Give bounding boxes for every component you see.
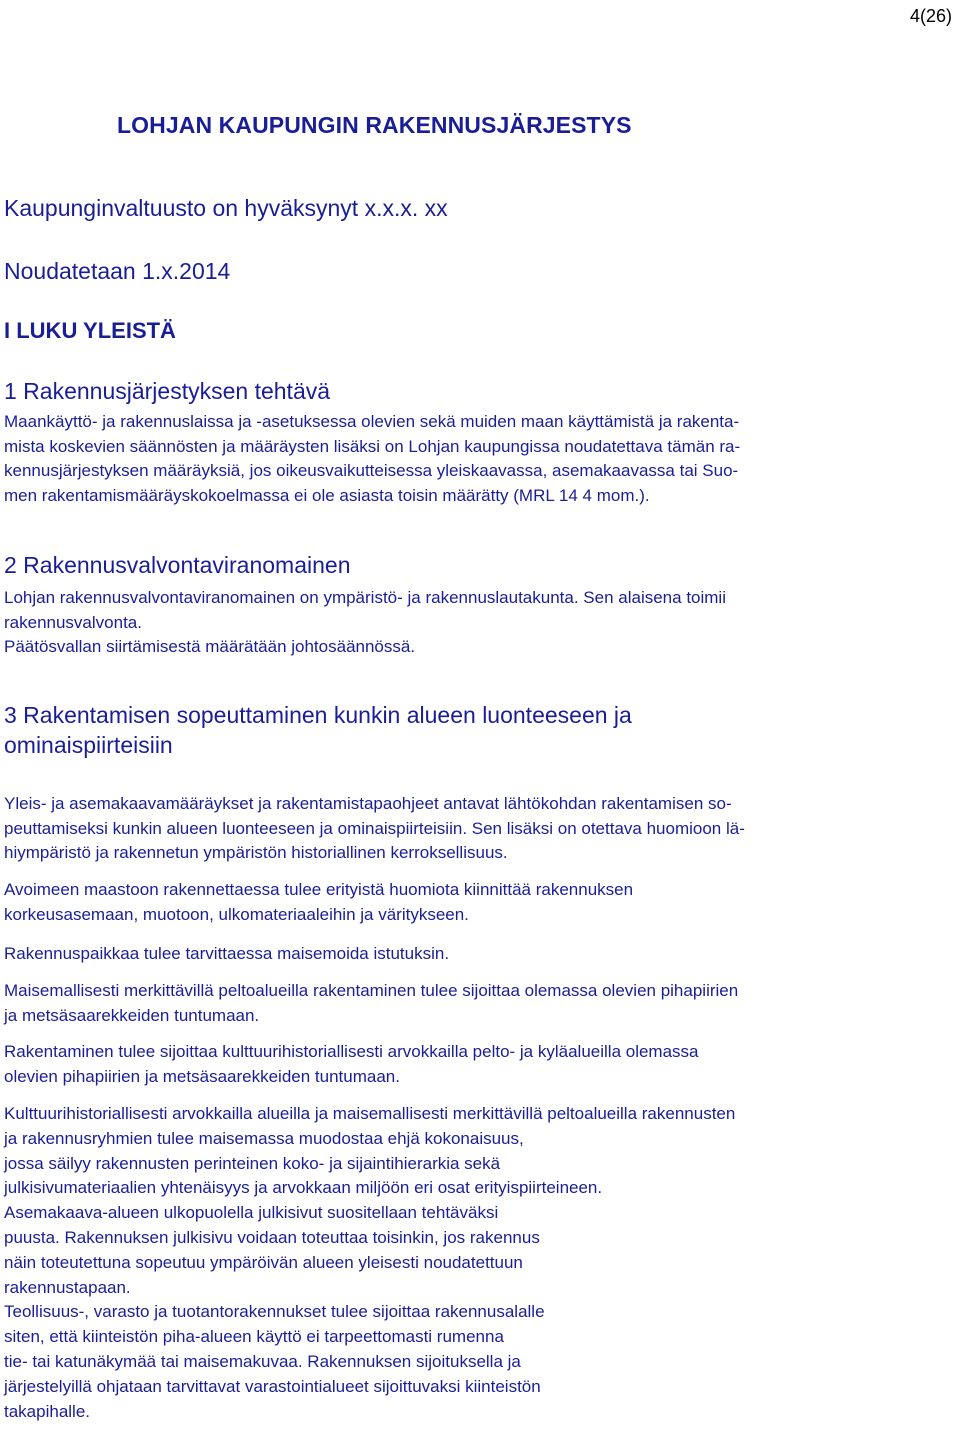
paragraph-line: Kulttuurihistoriallisesti arvokkailla alueilla ja maisemallisesti merkittävillä peltoalueilla rakennusten — [4, 1104, 736, 1123]
paragraph-line: takapihalle. — [4, 1401, 91, 1421]
section-1-line: mista koskevien säännösten ja määräysten lisäksi on Lohjan kaupungissa noudatettava tämän ra- — [4, 436, 741, 456]
paragraph-line: rakennustapaan. — [4, 1277, 131, 1297]
paragraph-line: jossa säilyy rakennusten perinteinen koko- ja sijaintihierarkia sekä — [4, 1153, 501, 1173]
section-2-line: rakennusvalvonta. — [4, 612, 142, 632]
section-3-heading-line1: 3 Rakentamisen sopeuttaminen kunkin alueen luonteeseen ja — [4, 702, 632, 728]
document-title: LOHJAN KAUPUNGIN RAKENNUSJÄRJESTYS — [117, 112, 632, 138]
section-3-paragraph-4 — [4, 979, 954, 1028]
effective-date: Noudatetaan 1.x.2014 — [4, 258, 231, 284]
paragraph-line: julkisivumateriaalien yhtenäisyys ja arvokkaan miljöön eri osat erityispiirteineen. — [4, 1178, 603, 1198]
page-number: 4(26) — [909, 6, 952, 26]
section-2-heading: 2 Rakennusvalvontaviranomainen — [4, 552, 351, 578]
paragraph-line: siten, että kiinteistön piha-alueen käyttö ei tarpeettomasti rumenna — [4, 1327, 504, 1347]
paragraph-line: ja metsäsaarekkeiden tuntumaan. — [4, 1005, 260, 1025]
paragraph-line: peuttamiseksi kunkin alueen luonteeseen ja ominaispiirteisiin. Sen lisäksi on otettava huomioon lä- — [4, 818, 745, 838]
section-3-paragraph-2 — [4, 878, 954, 927]
section-3-paragraph-6 — [4, 1102, 954, 1424]
paragraph-line: Asemakaava-alueen ulkopuolella julkisivut suositellaan tehtäväksi — [4, 1203, 499, 1223]
section-3 — [4, 700, 954, 760]
section-1-line: men rakentamismääräyskokoelmassa ei ole asiasta toisin määrätty (MRL 14 4 mom.). — [4, 485, 650, 505]
paragraph-line: Rakennuspaikkaa tulee tarvittaessa maisemoida istutuksin. — [4, 944, 450, 963]
section-3-paragraph-3 — [4, 942, 954, 967]
section-1-line: kennusjärjestyksen määräyksiä, jos oikeusvaikutteisessa yleiskaavassa, asemakaavassa tai Suo- — [4, 461, 739, 480]
paragraph-line: olevien pihapiirien ja metsäsaarekkeiden tuntumaan. — [4, 1066, 400, 1086]
paragraph-line: hiympäristö ja rakennetun ympäristön historiallinen kerroksellisuus. — [4, 843, 508, 862]
paragraph-line: Rakentaminen tulee sijoittaa kulttuurihistoriallisesti arvokkailla pelto- ja kyläalueilla olemassa — [4, 1042, 699, 1061]
approval-statement: Kaupunginvaltuusto on hyväksynyt x.x.x. xx — [4, 195, 448, 221]
paragraph-line: näin toteutettuna sopeutuu ympäröivän alueen yleisesti noudatettuun — [4, 1252, 523, 1272]
paragraph-line: ja rakennusryhmien tulee maisemassa muodostaa ehjä kokonaisuus, — [4, 1128, 524, 1148]
section-2-line: Päätösvallan siirtämisestä määrätään johtosäännössä. — [4, 637, 416, 656]
section-3-paragraph-1 — [4, 792, 954, 866]
section-2-line: Lohjan rakennusvalvontaviranomainen on ympäristö- ja rakennuslautakunta. Sen alaisena toimii — [4, 588, 726, 607]
section-1-heading: 1 Rakennusjärjestyksen tehtävä — [4, 378, 331, 404]
paragraph-line: Yleis- ja asemakaavamääräykset ja rakentamistapaohjeet antavat lähtökohdan rakentamisen so- — [4, 794, 732, 813]
paragraph-line: Maisemallisesti merkittävillä peltoalueilla rakentaminen tulee sijoittaa olemassa olevien pihapiirien — [4, 981, 739, 1000]
section-3-paragraph-5 — [4, 1040, 954, 1089]
chapter-heading: I LUKU YLEISTÄ — [4, 318, 176, 343]
section-1 — [4, 376, 954, 508]
paragraph-line: korkeusasemaan, muotoon, ulkomateriaaleihin ja väritykseen. — [4, 904, 469, 924]
section-2 — [4, 550, 954, 660]
paragraph-line: järjestelyillä ohjataan tarvittavat varastointialueet sijoittuvaksi kiinteistön — [4, 1376, 541, 1396]
paragraph-line: Teollisuus-, varasto ja tuotantorakennukset tulee sijoittaa rakennusalalle — [4, 1302, 545, 1322]
section-1-line: Maankäyttö- ja rakennuslaissa ja -asetuksessa olevien sekä muiden maan käyttämistä ja rakenta- — [4, 412, 740, 431]
section-3-heading-line2: ominaispiirteisiin — [4, 732, 173, 758]
paragraph-line: puusta. Rakennuksen julkisivu voidaan toteuttaa toisinkin, jos rakennus — [4, 1227, 540, 1247]
paragraph-line: Avoimeen maastoon rakennettaessa tulee erityistä huomiota kiinnittää rakennuksen — [4, 880, 634, 899]
paragraph-line: tie- tai katunäkymää tai maisemakuvaa. Rakennuksen sijoituksella ja — [4, 1351, 521, 1371]
